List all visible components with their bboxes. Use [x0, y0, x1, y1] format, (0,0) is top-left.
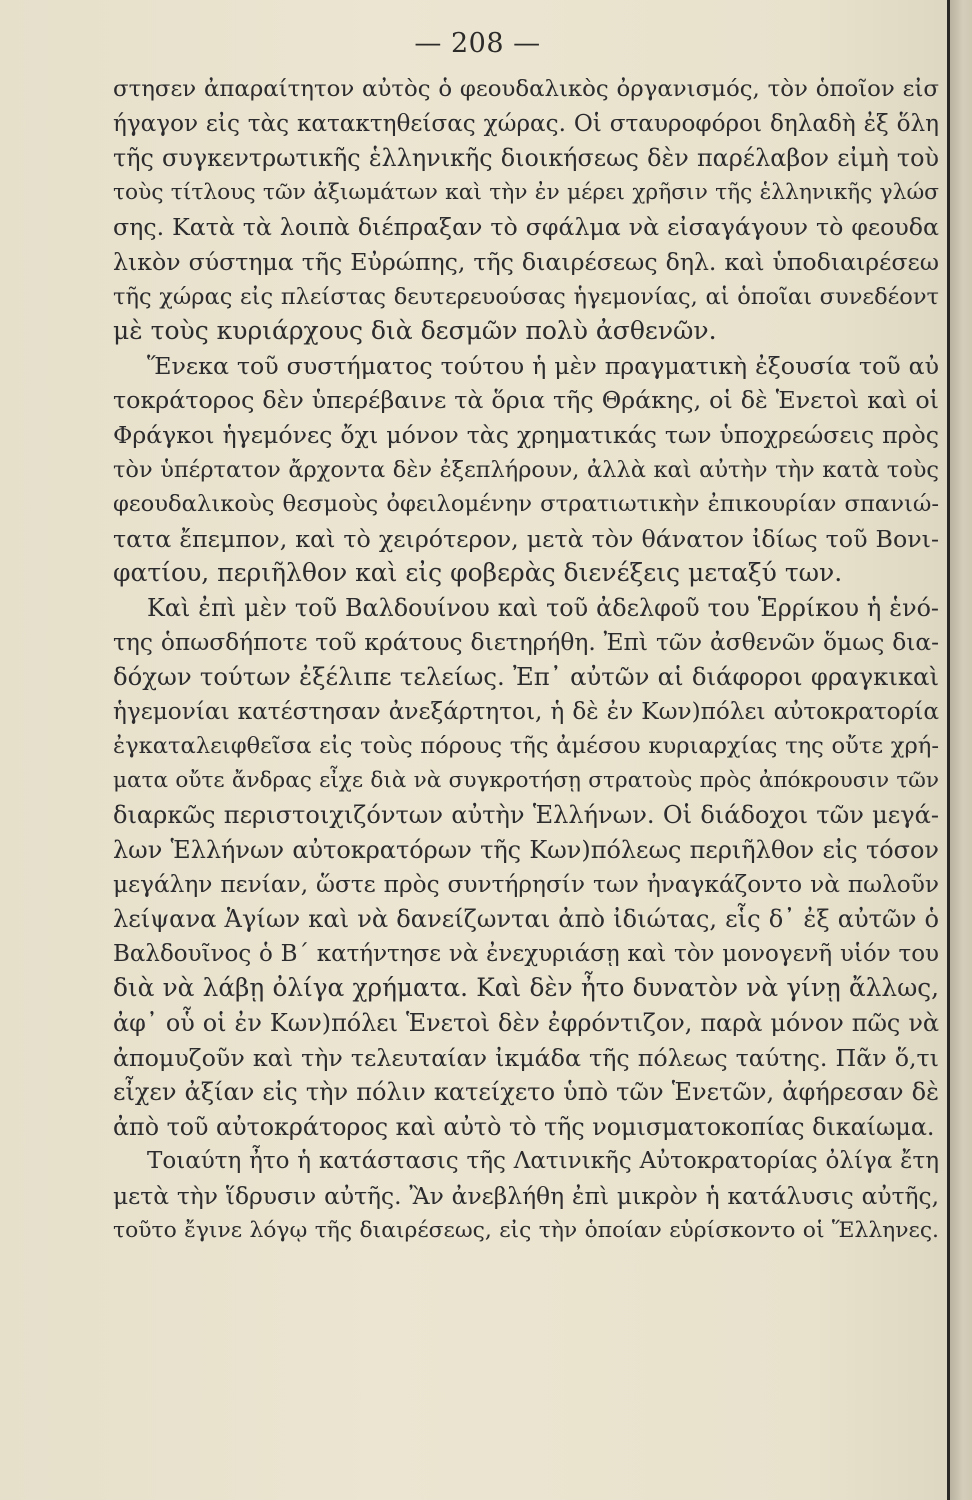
text-line: εἶχεν ἀξίαν εἰς τὴν πόλιν κατείχετο ὑπὸ τῶν Ἑνετῶν, ἀφήρεσαν δὲ [113, 1078, 939, 1107]
page-number: — 208 — [414, 28, 541, 59]
text-line: μετὰ τὴν ἵδρυσιν αὐτῆς. Ἂν ἀνεβλήθη ἐπὶ μικρὸν ἡ κατάλυσις αὐτῆς, [113, 1182, 939, 1210]
text-line: φατίου, περιῆλθον καὶ εἰς φοβερὰς διενέξεις μεταξύ των. [113, 558, 843, 588]
text-line: τῆς χώρας εἰς πλείστας δευτερευούσας ἡγεμονίας, αἱ ὁποῖαι συνεδέοντ [113, 283, 939, 310]
text-line: ήγαγον εἰς τὰς κατακτηθείσας χώρας. Οἱ σταυροφόροι δηλαδὴ ἐξ ὅλη [113, 110, 939, 137]
text-line: σης. Κατὰ τὰ λοιπὰ διέπραξαν τὸ σφάλμα νὰ εἰσαγάγουν τὸ φεουδα [113, 213, 939, 242]
text-line: φεουδαλικοὺς θεσμοὺς ὀφειλομένην στρατιωτικὴν ἐπικουρίαν σπανιώ- [113, 491, 939, 518]
text-line: ἀφ᾽ οὗ οἱ ἐν Κων)πόλει Ἑνετοὶ δὲν ἐφρόντιζον, παρὰ μόνον πῶς νὰ [113, 1009, 939, 1038]
text-line: της ὁπωσδήποτε τοῦ κράτους διετηρήθη. Ἐπὶ τῶν ἀσθενῶν ὅμως δια- [113, 628, 939, 656]
text-line: Τοιαύτη ἦτο ἡ κατάστασις τῆς Λατινικῆς Αὐτοκρατορίας ὀλίγα ἔτη [147, 1148, 939, 1175]
text-line: τῆς συγκεντρωτικῆς ἑλληνικῆς διοικήσεως δὲν παρέλαβον εἰμὴ τοὺ [113, 144, 939, 173]
text-line: Φράγκοι ἡγεμόνες ὄχι μόνον τὰς χρηματικάς των ὑποχρεώσεις πρὸς [113, 420, 939, 449]
text-line: δόχων τούτων ἐξέλιπε τελείως. Ἐπ᾽ αὐτῶν αἱ διάφοροι φραγκικαὶ [113, 662, 939, 692]
body-text [113, 72, 939, 1248]
text-line: τοκράτορος δὲν ὑπερέβαινε τὰ ὅρια τῆς Θράκης, οἱ δὲ Ἑνετοὶ καὶ οἱ [113, 386, 939, 415]
text-line: τοὺς τίτλους τῶν ἀξιωμάτων καὶ τὴν ἐν μέρει χρῆσιν τῆς ἑλληνικῆς γλώσ [113, 179, 939, 205]
text-line: μεγάλην πενίαν, ὥστε πρὸς συντήρησίν των ἠναγκάζοντο νὰ πωλοῦν [113, 870, 939, 898]
text-line: λείψανα Ἁγίων καὶ νὰ δανείζωνται ἀπὸ ἰδιώτας, εἷς δ᾽ ἐξ αὐτῶν ὁ [113, 905, 939, 934]
text-line: στησεν ἀπαραίτητον αὐτὸς ὁ φεουδαλικὸς ὀργανισμός, τὸν ὁποῖον εἰσ [113, 76, 939, 102]
text-line: διαρκῶς περιστοιχιζόντων αὐτὴν Ἑλλήνων. Οἱ διάδοχοι τῶν μεγά- [113, 801, 939, 830]
text-line: ἡγεμονίαι κατέστησαν ἀνεξάρτητοι, ἡ δὲ ἐν Κων)πόλει αὐτοκρατορία [113, 697, 939, 725]
text-line: λικὸν σύστημα τῆς Εὐρώπης, τῆς διαιρέσεως δηλ. καὶ ὑποδιαιρέσεω [113, 247, 939, 276]
text-line: ἀπὸ τοῦ αὐτοκράτορος καὶ αὐτὸ τὸ τῆς νομισματοκοπίας δικαίωμα. [113, 1112, 935, 1141]
text-line: λων Ἑλλήνων αὐτοκρατόρων τῆς Κων)πόλεως περιῆλθον εἰς τόσον [113, 836, 939, 865]
text-line: Ἕνεκα τοῦ συστήματος τούτου ἡ μὲν πραγματικὴ ἐξουσία τοῦ αὐ [147, 351, 939, 380]
text-line: Καὶ ἐπὶ μὲν τοῦ Βαλδουίνου καὶ τοῦ ἀδελφοῦ του Ἑρρίκου ἡ ἑνό- [147, 593, 939, 622]
text-line: μὲ τοὺς κυριάρχους διὰ δεσμῶν πολὺ ἀσθενῶν. [113, 316, 717, 346]
text-line: τατα ἔπεμπον, καὶ τὸ χειρότερον, μετὰ τὸν θάνατον ἰδίως τοῦ Βονι- [113, 524, 939, 553]
text-line: διὰ νὰ λάβῃ ὀλίγα χρήματα. Καὶ δὲν ἦτο δυνατὸν νὰ γίνῃ ἄλλως, [113, 973, 939, 1003]
adjacent-page-edge [950, 0, 972, 1500]
text-line: τὸν ὑπέρτατον ἄρχοντα δὲν ἐξεπλήρουν, ἀλλὰ καὶ αὐτὴν τὴν κατὰ τοὺς [113, 456, 939, 483]
text-line: Βαλδουῖνος ὁ Β´ κατήντησε νὰ ἐνεχυριάσῃ καὶ τὸν μονογενῆ υἱόν του [113, 940, 939, 967]
text-line: ἀπομυζοῦν καὶ τὴν τελευταίαν ἰκμάδα τῆς πόλεως ταύτης. Πᾶν ὅ,τι [113, 1043, 939, 1072]
text-line: ματα οὔτε ἄνδρας εἶχε διὰ νὰ συγκροτήσῃ στρατοὺς πρὸς ἀπόκρουσιν τῶν [113, 767, 939, 793]
text-line: ἐγκαταλειφθεῖσα εἰς τοὺς πόρους τῆς ἀμέσου κυριαρχίας της οὔτε χρή- [113, 733, 939, 760]
text-line: τοῦτο ἔγινε λόγῳ τῆς διαιρέσεως, εἰς τὴν ὁποίαν εὑρίσκοντο οἱ Ἕλληνες. [113, 1217, 939, 1243]
